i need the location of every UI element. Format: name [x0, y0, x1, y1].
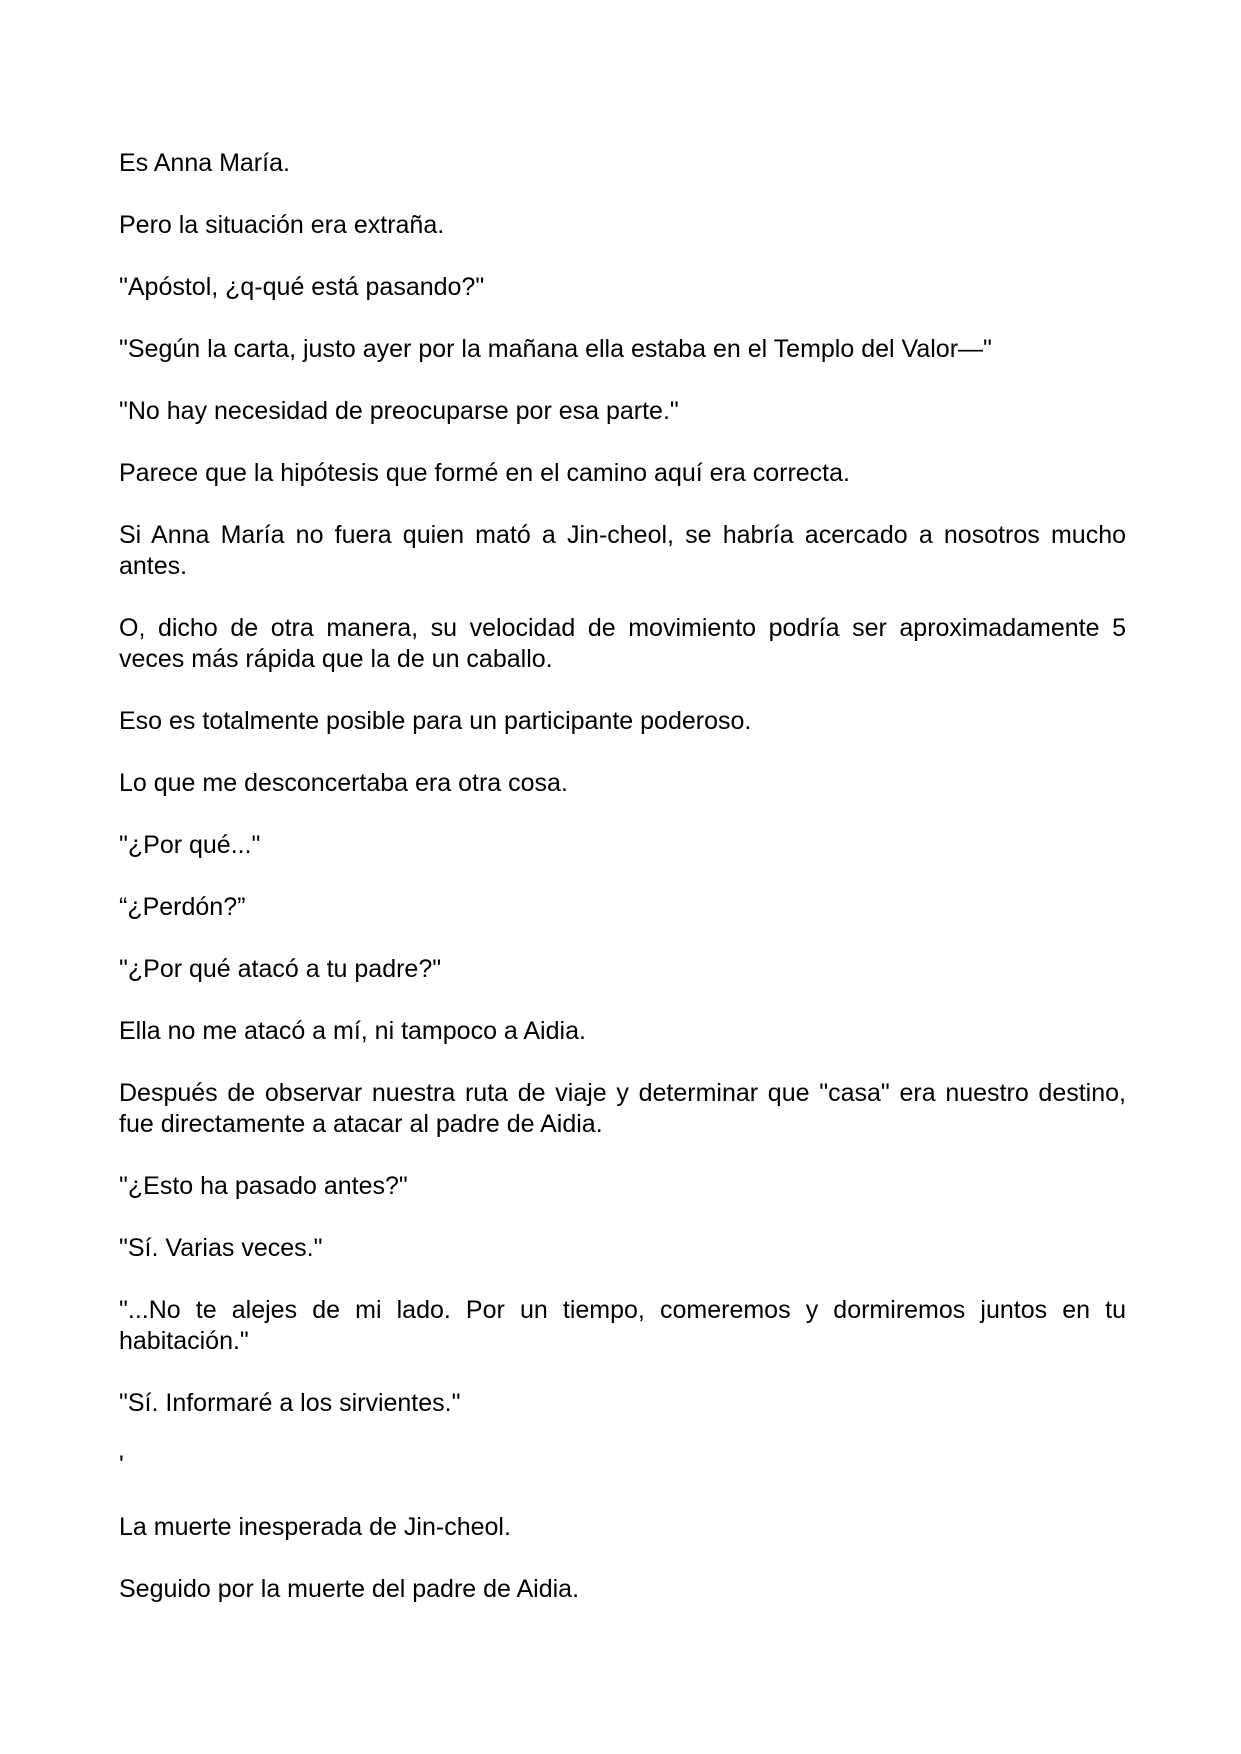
paragraph: Después de observar nuestra ruta de viaje y determinar que "casa" era nuestro destino, fue directamente a atacar al padre de Aidia. [119, 1079, 1126, 1138]
paragraph: "Según la carta, justo ayer por la mañana ella estaba en el Templo del Valor—" [119, 335, 992, 363]
paragraph: Ella no me atacó a mí, ni tampoco a Aidia. [119, 1017, 586, 1045]
paragraph: Es Anna María. [119, 149, 290, 177]
paragraph: La muerte inesperada de Jin-cheol. [119, 1513, 511, 1541]
document-body [119, 148, 1126, 1636]
paragraph: "Apóstol, ¿q-qué está pasando?" [119, 273, 485, 301]
paragraph: "Sí. Informaré a los sirvientes." [119, 1389, 461, 1417]
section-mark: ' [119, 1451, 124, 1479]
paragraph: Lo que me desconcertaba era otra cosa. [119, 769, 568, 797]
paragraph: Eso es totalmente posible para un participante poderoso. [119, 707, 752, 735]
paragraph: "¿Esto ha pasado antes?" [119, 1172, 408, 1200]
paragraph: "¿Por qué..." [119, 831, 261, 859]
paragraph: Pero la situación era extraña. [119, 211, 445, 239]
paragraph: “¿Perdón?” [119, 893, 246, 921]
paragraph: "...No te alejes de mi lado. Por un tiempo, comeremos y dormiremos juntos en tu habitación." [119, 1296, 1126, 1355]
paragraph: Seguido por la muerte del padre de Aidia. [119, 1575, 580, 1603]
paragraph: O, dicho de otra manera, su velocidad de movimiento podría ser aproximadamente 5 veces más rápida que la de un caballo. [119, 614, 1126, 673]
paragraph: "Sí. Varias veces." [119, 1234, 323, 1262]
paragraph: Si Anna María no fuera quien mató a Jin-cheol, se habría acercado a nosotros mucho antes. [119, 521, 1126, 580]
paragraph: Parece que la hipótesis que formé en el camino aquí era correcta. [119, 459, 850, 487]
paragraph: "No hay necesidad de preocuparse por esa parte." [119, 397, 679, 425]
paragraph: "¿Por qué atacó a tu padre?" [119, 955, 442, 983]
